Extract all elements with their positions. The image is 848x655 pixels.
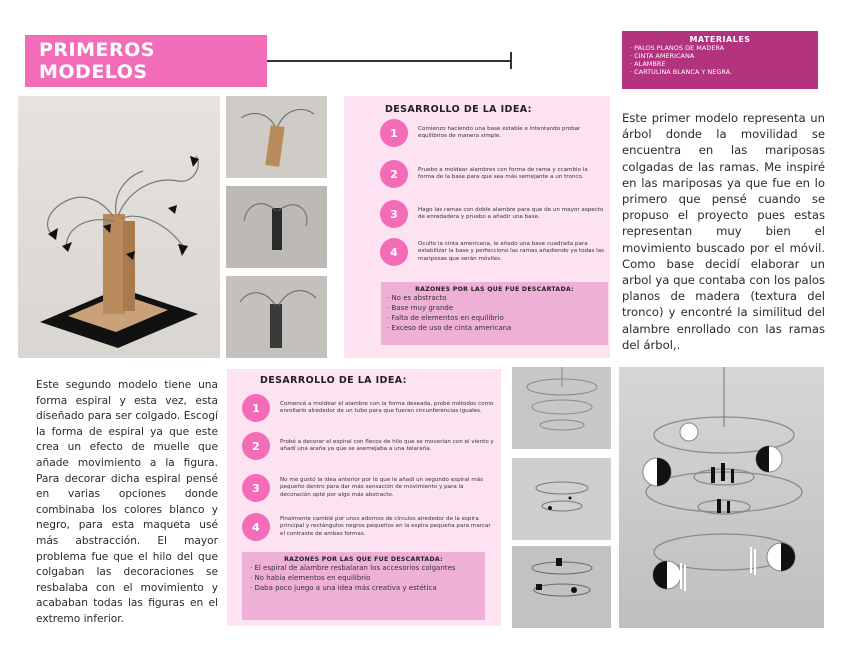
materials-box (622, 31, 818, 89)
step-item (242, 394, 494, 422)
title-divider (267, 60, 512, 62)
step-item (380, 160, 606, 188)
reason-item: · Base muy grande (387, 304, 454, 312)
material-item: · CINTA AMERICANA (630, 52, 695, 60)
reason-item: · No es abstracto (387, 294, 447, 302)
step-number-badge: 1 (242, 394, 270, 422)
step-number-badge: 2 (380, 160, 408, 188)
step-text: Probé a decorar el espiral con flecos de hilo que se moverían con el viento y añadí una araña ya que se asemejaba a una telaraña. (280, 438, 494, 452)
step-number-badge: 3 (380, 200, 408, 228)
reasons-title: RAZONES POR LAS QUE FUE DESCARTADA: (284, 556, 443, 563)
reason-item: · Falta de elementos en equilibrio (387, 314, 504, 322)
model1-description: Este primer modelo representa un árbol donde la movilidad se encuentra en las mariposas colgadas de las ramas. Me inspiré en las mariposas ya que fue en lo primero que pensé cuando se propuso el proyecto pues estas representan muy bien el movimiento buscado por el móvil. Como base decidí elaborar un arbol ya que contaba con los palos planos de madera (textura del tronco) y encontré la similitud del alambre enrollado con las ramas del árbol,. (622, 111, 825, 352)
section-title: DESARROLLO DE LA IDEA: (260, 375, 407, 386)
material-item: · ALAMBRE (630, 60, 666, 68)
step-item (242, 474, 494, 502)
step-item (380, 238, 606, 266)
step-text: Hago las ramas con doble alambre para que de un mayor aspecto de enredadera y pruebo a añadir una base. (418, 206, 604, 220)
step-number-badge: 4 (380, 238, 408, 266)
spiral-model-photo-step1 (512, 367, 611, 449)
step-number-badge: 4 (242, 513, 270, 541)
title-banner (25, 35, 267, 87)
step-text: Comencé a moldear el alambre con la forma deseada, probé métodos como enrollarlo alrededor de un tubo para que fueran circunferencias iguales. (280, 400, 494, 414)
step-text: Pruebo a moldear alambres con forma de rama y ccambio la forma de la base para que sea más semejante a un tronco. (418, 166, 588, 180)
reason-item: · No había elementos en equilibrio (250, 574, 371, 582)
page-title: PRIMEROS MODELOS (39, 39, 155, 83)
step-item (242, 432, 494, 460)
spiral-model-photo-final (619, 367, 824, 628)
title-divider-end (510, 52, 512, 69)
discard-reasons-box-1 (381, 282, 608, 345)
step-text: No me gustó la idea anterior por lo que le añadí un segundo espiral más pequeño dentro para dar más sensación de movimiento y para la decoración opté por algo más abstracto. (280, 476, 484, 498)
discard-reasons-box-2 (242, 552, 485, 620)
reasons-title: RAZONES POR LAS QUE FUE DESCARTADA: (415, 286, 574, 293)
step-item (242, 513, 494, 541)
model2-description: Este segundo modelo tiene una forma espiral y esta vez, esta diseñado para ser colgado. Escogí la forma de espiral ya que este crea un efecto de muelle que añade movimiento a la figura. Para decorar dicha espiral pensé en varias opciones donde combinaba los colores blanco y negro, para esta maqueta usé más abstracción. El mayor problema fue que el hilo del que colgaban las decoraciones se resbalaba con el movimiento y acababan todas las figuras en el extremo inferior. (36, 379, 218, 625)
tree-model-photo-step3 (226, 276, 327, 358)
tree-model-photo-step2 (226, 186, 327, 268)
materials-title: MATERIALES (689, 35, 751, 44)
reason-item: · Daba poco juego a una idea más creativa y estética (250, 584, 437, 592)
step-text: Comienzo haciendo una base estable e intentando probar equilibrios de manera simple. (418, 125, 581, 139)
reason-item: · Exceso de uso de cinta americana (387, 324, 512, 332)
tree-model-photo-main (18, 96, 220, 358)
step-number-badge: 1 (380, 119, 408, 147)
step-item (380, 200, 606, 228)
step-number-badge: 2 (242, 432, 270, 460)
step-text: Finalmente cambié por unos adornos de círculos alrededor de la espira principal y rectángulos negros pequeños en la espira pequeña para marcar el contraste de ambas formas. (280, 515, 491, 537)
reason-item: · El espiral de alambre resbalaran los accesorios colgantes (250, 564, 456, 572)
spiral-model-photo-step2 (512, 458, 611, 540)
material-item: · CARTULINA BLANCA Y NEGRA. (630, 68, 733, 76)
step-number-badge: 3 (242, 474, 270, 502)
section-title: DESARROLLO DE LA IDEA: (385, 104, 532, 115)
step-item (380, 119, 606, 147)
spiral-model-photo-step3 (512, 546, 611, 628)
step-text: Oculto la cinta americana, le añado una base cuadrada para estabilizar la base y perfecciono las ramas añadiendo ya todas las mariposas que serán móviles. (418, 240, 605, 262)
material-item: · PALOS PLANOS DE MADERA (630, 44, 725, 52)
tree-model-photo-step1 (226, 96, 327, 178)
